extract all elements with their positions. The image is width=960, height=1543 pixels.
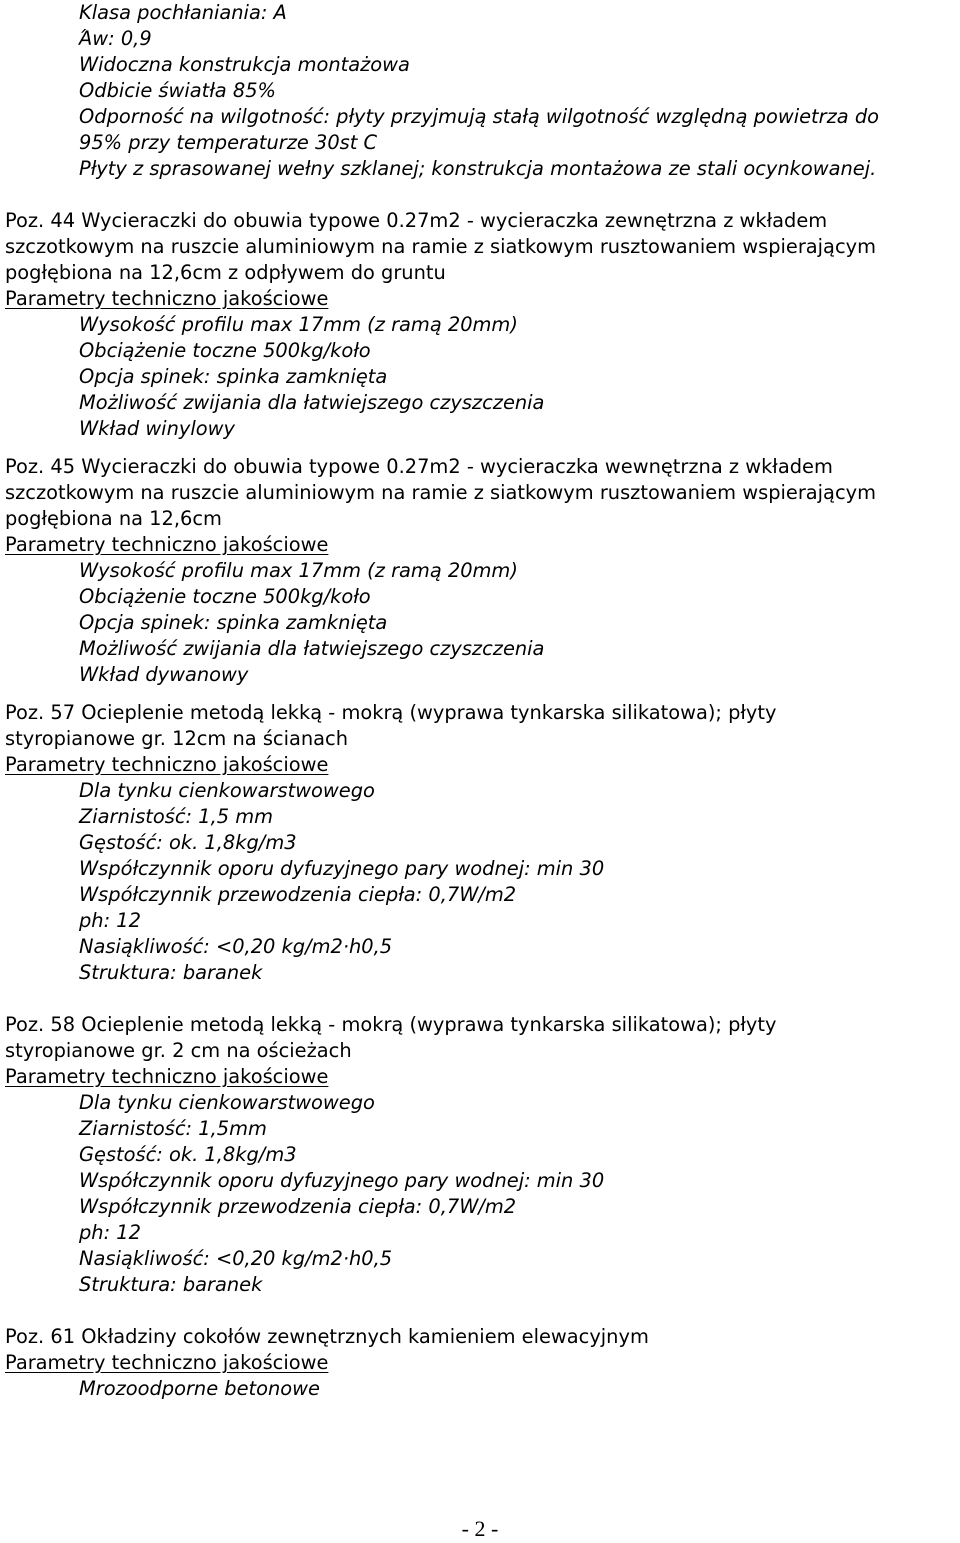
param-item: Nasiąkliwość: <0,20 kg/m2·h0,5 — [79, 1247, 393, 1270]
section-heading: pogłębiona na 12,6cm z odpływem do gruntu — [5, 261, 446, 284]
intro-line: Άw: 0,9 — [79, 27, 152, 50]
param-item: Obciążenie toczne 500kg/koło — [79, 585, 371, 608]
param-item: Dla tynku cienkowarstwowego — [79, 1091, 375, 1114]
param-item: ph: 12 — [79, 1221, 141, 1244]
param-item: Wkład winylowy — [79, 417, 235, 440]
param-item: Współczynnik przewodzenia ciepła: 0,7W/m2 — [79, 883, 517, 906]
section-heading: Poz. 57 Ocieplenie metodą lekką - mokrą (wyprawa tynkarska silikatowa); płyty — [5, 701, 777, 724]
param-item: Gęstość: ok. 1,8kg/m3 — [79, 1143, 297, 1166]
section-heading: styropianowe gr. 12cm na ścianach — [5, 727, 348, 750]
param-item: Ziarnistość: 1,5 mm — [79, 805, 274, 828]
section-poz-61 — [5, 1324, 960, 1402]
params-label: Parametry techniczno jakościowe — [5, 1065, 329, 1088]
section-poz-58 — [5, 1012, 960, 1298]
spacer — [5, 688, 960, 700]
section-heading: pogłębiona na 12,6cm — [5, 507, 222, 530]
intro-line: Widoczna konstrukcja montażowa — [79, 53, 410, 76]
section-heading: Poz. 58 Ocieplenie metodą lekką - mokrą (wyprawa tynkarska silikatowa); płyty — [5, 1013, 777, 1036]
param-item: Struktura: baranek — [79, 961, 263, 984]
param-item: Gęstość: ok. 1,8kg/m3 — [79, 831, 297, 854]
param-item: Wkład dywanowy — [79, 663, 249, 686]
intro-line: Klasa pochłaniania: A — [79, 1, 287, 24]
section-heading: Poz. 44 Wycieraczki do obuwia typowe 0.27m2 - wycieraczka zewnętrzna z wkładem — [5, 209, 828, 232]
intro-line: Odporność na wilgotność: płyty przyjmują stałą wilgotność względną powietrza do — [79, 105, 879, 128]
param-item: Nasiąkliwość: <0,20 kg/m2·h0,5 — [79, 935, 393, 958]
param-item: Mrozoodporne betonowe — [79, 1377, 320, 1400]
spacer — [5, 1298, 960, 1324]
param-item: Możliwość zwijania dla łatwiejszego czyszczenia — [79, 637, 545, 660]
section-poz-57 — [5, 700, 960, 986]
section-poz-45 — [5, 454, 960, 688]
document-page — [5, 0, 960, 1402]
params-label: Parametry techniczno jakościowe — [5, 533, 329, 556]
params-label: Parametry techniczno jakościowe — [5, 1351, 329, 1374]
spacer — [5, 986, 960, 1012]
param-item: Współczynnik oporu dyfuzyjnego pary wodnej: min 30 — [79, 857, 605, 880]
spacer — [5, 442, 960, 454]
param-item: Współczynnik oporu dyfuzyjnego pary wodnej: min 30 — [79, 1169, 605, 1192]
param-item: Struktura: baranek — [79, 1273, 263, 1296]
section-heading: Poz. 61 Okładziny cokołów zewnętrznych kamieniem elewacyjnym — [5, 1325, 649, 1348]
param-item: Ziarnistość: 1,5mm — [79, 1117, 267, 1140]
param-item: Dla tynku cienkowarstwowego — [79, 779, 375, 802]
params-label: Parametry techniczno jakościowe — [5, 287, 329, 310]
param-item: ph: 12 — [79, 909, 141, 932]
param-item: Współczynnik przewodzenia ciepła: 0,7W/m2 — [79, 1195, 517, 1218]
section-heading: szczotkowym na ruszcie aluminiowym na ramie z siatkowym rusztowaniem wspierającym — [5, 481, 876, 504]
param-item: Obciążenie toczne 500kg/koło — [79, 339, 371, 362]
intro-line: 95% przy temperaturze 30st C — [79, 131, 378, 154]
intro-line: Płyty z sprasowanej wełny szklanej; konstrukcja montażowa ze stali ocynkowanej. — [79, 157, 877, 180]
intro-line: Odbicie światła 85% — [79, 79, 276, 102]
section-heading: Poz. 45 Wycieraczki do obuwia typowe 0.27m2 - wycieraczka wewnętrzna z wkładem — [5, 455, 833, 478]
section-poz-44 — [5, 208, 960, 442]
section-heading: styropianowe gr. 2 cm na ościeżach — [5, 1039, 352, 1062]
page-number: - 2 - — [461, 1516, 499, 1541]
params-label: Parametry techniczno jakościowe — [5, 753, 329, 776]
param-item: Możliwość zwijania dla łatwiejszego czyszczenia — [79, 391, 545, 414]
param-item: Wysokość profilu max 17mm (z ramą 20mm) — [79, 313, 518, 336]
param-item: Opcja spinek: spinka zamknięta — [79, 611, 388, 634]
param-item: Wysokość profilu max 17mm (z ramą 20mm) — [79, 559, 518, 582]
intro-block — [5, 0, 960, 182]
param-item: Opcja spinek: spinka zamknięta — [79, 365, 388, 388]
section-heading: szczotkowym na ruszcie aluminiowym na ramie z siatkowym rusztowaniem wspierającym — [5, 235, 876, 258]
spacer — [5, 182, 960, 208]
